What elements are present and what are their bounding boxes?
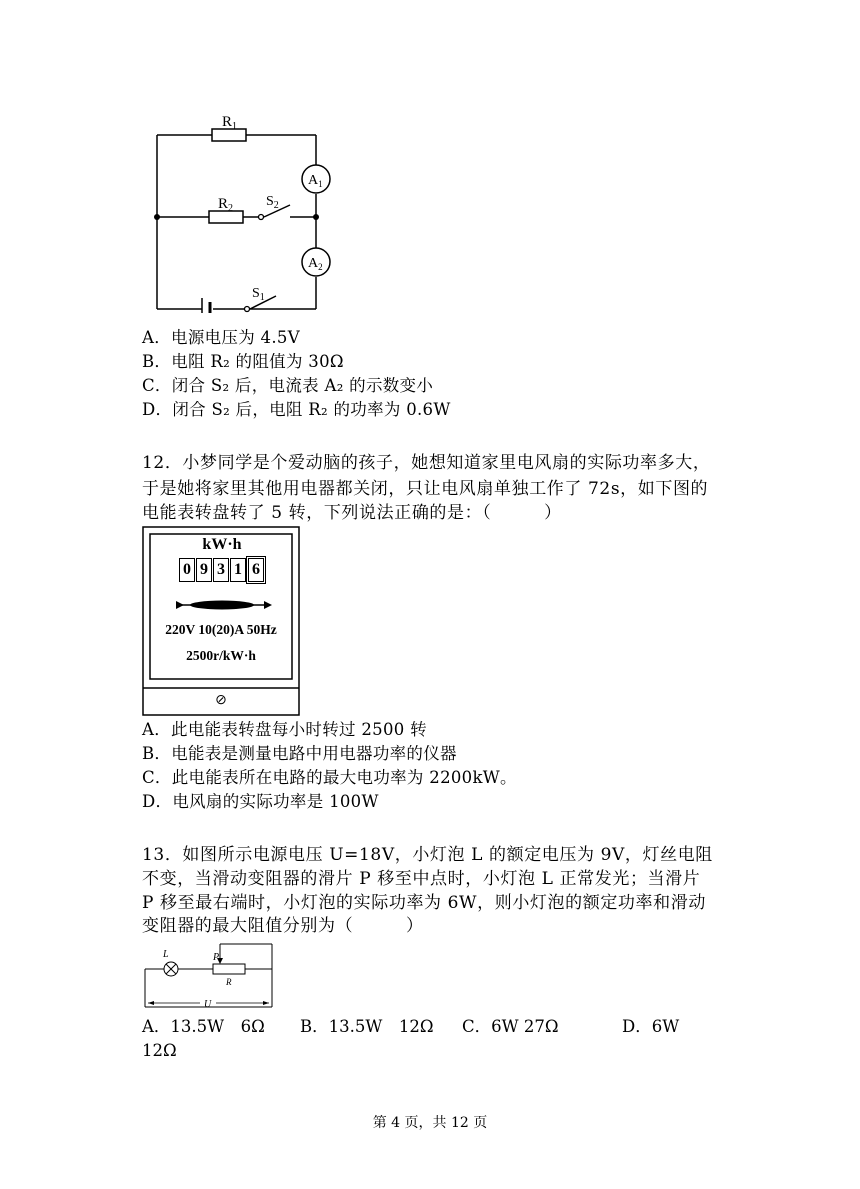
- meter-unit-label: kW·h: [202, 536, 242, 553]
- q12-stem-line-1: 12．小梦同学是个爱动脑的孩子，她想知道家里电风扇的实际功率多大，: [142, 453, 711, 473]
- q13-circuit-diagram: [140, 940, 280, 1014]
- q12-option-c: C．此电能表所在电路的最大电功率为 2200kW。: [142, 768, 517, 787]
- svg-text:S1: $S_1$: [252, 286, 265, 303]
- page-footer: 第 4 页，共 12 页: [372, 1115, 488, 1131]
- svg-text:R1: $R_1$: [222, 114, 238, 132]
- svg-text:P: P: [213, 952, 220, 963]
- meter-digit-1: 0: [179, 558, 195, 582]
- energy-meter-figure: [142, 526, 302, 716]
- q11-option-a: A．电源电压为 4.5V: [142, 328, 300, 347]
- q11-option-c: C．闭合 S₂ 后，电流表 A₂ 的示数变小: [142, 376, 434, 395]
- meter-digit-3: 3: [213, 558, 229, 582]
- resistor-r2: [209, 211, 243, 223]
- q13-option-c: C．6W 27Ω: [462, 1017, 559, 1036]
- svg-text:R2: $R_2$: [218, 196, 234, 214]
- svg-text:R: R: [226, 977, 232, 987]
- meter-digit-5: 6: [248, 558, 264, 582]
- q13-stem-line-3: P 移至最右端时，小灯泡的实际功率为 6W，则小灯泡的额定功率和滑动: [142, 893, 706, 913]
- q13-stem-line-1: 13．如图所示电源电压 U=18V，小灯泡 L 的额定电压为 9V，灯丝电阻: [142, 845, 713, 865]
- svg-text:A2: $A_2$: [308, 256, 323, 272]
- meter-constant-label: 2500r/kW·h: [186, 648, 256, 663]
- q13-stem-line-4: 变阻器的最大阻值分别为（ ）: [142, 916, 424, 936]
- rheostat-icon: [213, 964, 245, 974]
- svg-text:A1: $A_1$: [308, 173, 323, 189]
- q13-option-b: B．13.5W 12Ω: [300, 1017, 434, 1036]
- svg-text:S2: $S_2$: [266, 194, 279, 211]
- resistor-r1: [212, 129, 246, 141]
- q12-stem-line-2: 于是她将家里其他用电器都关闭，只让电风扇单独工作了 72s，如下图的: [142, 479, 709, 499]
- q12-option-a: A．此电能表转盘每小时转过 2500 转: [142, 720, 427, 739]
- meter-digit-4: 1: [230, 558, 246, 582]
- q11-option-b: B．电阻 R₂ 的阻值为 30Ω: [142, 352, 344, 371]
- q11-circuit-diagram: [140, 108, 350, 313]
- q13-option-d-continued: 12Ω: [142, 1041, 177, 1060]
- q13-option-d: D．6W: [622, 1017, 680, 1036]
- meter-knob-icon: ⊘: [215, 693, 227, 708]
- q12-stem-line-3: 电能表转盘转了 5 转，下列说法正确的是：（ ）: [142, 503, 562, 523]
- q13-stem-line-2: 不变，当滑动变阻器的滑片 P 移至中点时，小灯泡 L 正常发光；当滑片: [142, 869, 701, 889]
- meter-rating-label: 220V 10(20)A 50Hz: [165, 622, 277, 637]
- q12-option-b: B．电能表是测量电路中用电器功率的仪器: [142, 744, 457, 763]
- svg-text:U: U: [204, 999, 212, 1010]
- q11-option-d: D．闭合 S₂ 后，电阻 R₂ 的功率为 0.6W: [142, 400, 451, 419]
- q12-option-d: D．电风扇的实际功率是 100W: [142, 792, 379, 811]
- meter-digit-2: 9: [196, 558, 212, 582]
- svg-text:L: L: [163, 949, 169, 960]
- q13-option-a: A．13.5W 6Ω: [142, 1017, 265, 1036]
